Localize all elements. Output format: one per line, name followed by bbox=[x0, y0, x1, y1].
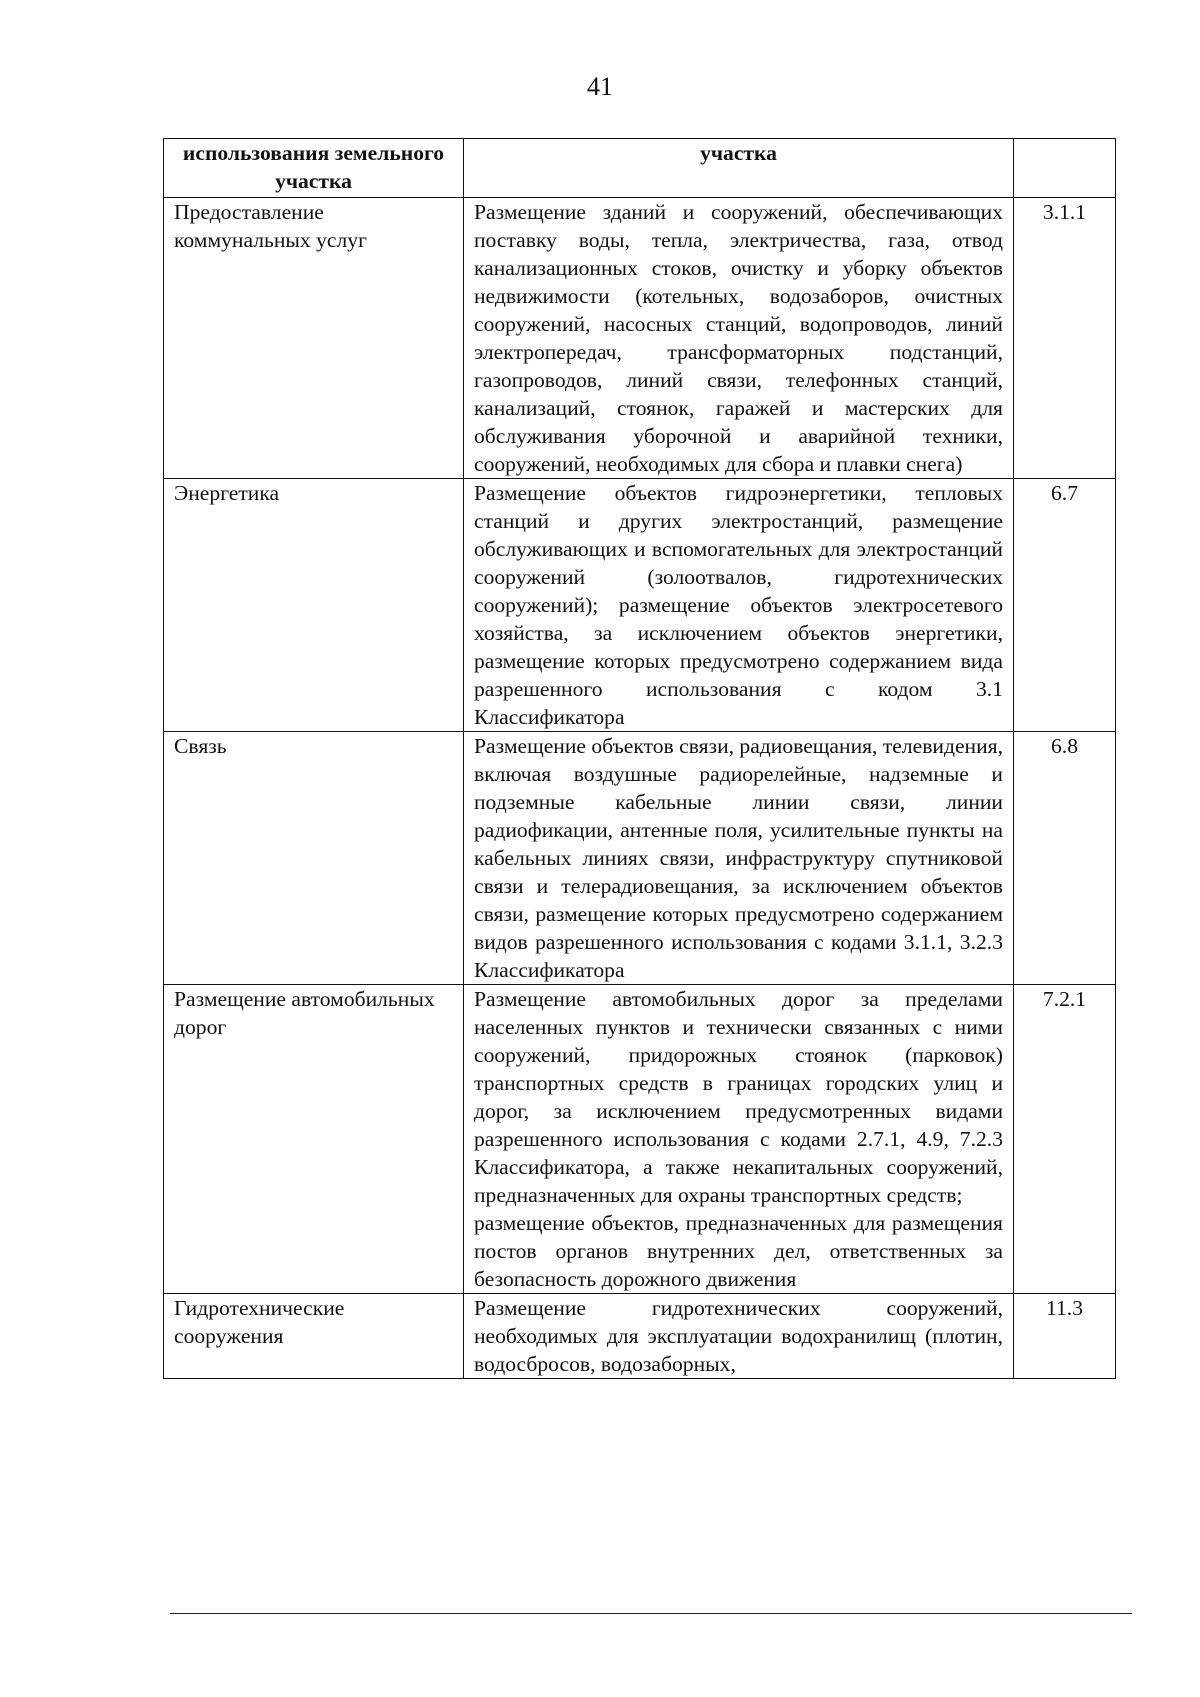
description-paragraph: Размещение объектов гидроэнергетики, тепловых станций и других электростанций, размещение обслуживающих и вспомогательных для электростанций сооружений (золоотвалов, гидротехнических сооружений); размещение объектов электросетевого хозяйства, за исключением объектов энергетики, размещение которых предусмотрено содержанием вида разрешенного использования с кодом 3.1 Классификатора bbox=[474, 481, 1003, 729]
table-row bbox=[164, 732, 1116, 985]
row-code: 6.7 bbox=[1014, 479, 1116, 732]
header-code bbox=[1014, 139, 1116, 198]
table-row bbox=[164, 198, 1116, 479]
row-code: 6.8 bbox=[1014, 732, 1116, 985]
row-name: Гидротехнические сооружения bbox=[164, 1294, 464, 1379]
description-paragraph: Размещение гидротехнических сооружений, необходимых для эксплуатации водохранилищ (плотин, водосбросов, водозаборных, bbox=[474, 1296, 1003, 1376]
row-name: Энергетика bbox=[164, 479, 464, 732]
description-paragraph: Размещение объектов связи, радиовещания, телевидения, включая воздушные радиорелейные, надземные и подземные кабельные линии связи, линии радиофикации, антенные поля, усилительные пункты на кабельных линиях связи, инфраструктуру спутниковой связи и телерадиовещания, за исключением объектов связи, размещение которых предусмотрено содержанием видов разрешенного использования с кодами 3.1.1, 3.2.3 Классификатора bbox=[474, 734, 1004, 982]
row-code: 11.3 bbox=[1014, 1294, 1116, 1379]
row-name: Связь bbox=[164, 732, 464, 985]
row-code: 3.1.1 bbox=[1014, 198, 1116, 479]
table-header-row bbox=[164, 139, 1116, 198]
row-description bbox=[464, 479, 1014, 732]
row-name: Предоставление коммунальных услуг bbox=[164, 198, 464, 479]
land-use-table bbox=[163, 138, 1116, 1379]
row-description bbox=[464, 732, 1014, 985]
table-row bbox=[164, 1294, 1116, 1379]
page-number: 41 bbox=[587, 72, 613, 101]
description-paragraph: размещение объектов, предназначенных для размещения постов органов внутренних дел, ответственных за безопасность дорожного движения bbox=[474, 1211, 1003, 1291]
row-name: Размещение автомобильных дорог bbox=[164, 985, 464, 1294]
header-land-use-type: использования земельного участка bbox=[164, 139, 464, 198]
row-code: 7.2.1 bbox=[1014, 985, 1116, 1294]
header-description: участка bbox=[464, 139, 1014, 198]
row-description bbox=[464, 198, 1014, 479]
table-row bbox=[164, 985, 1116, 1294]
table-row bbox=[164, 479, 1116, 732]
row-description bbox=[464, 985, 1014, 1294]
row-description bbox=[464, 1294, 1014, 1379]
footer-rule bbox=[170, 1613, 1132, 1614]
description-paragraph: Размещение зданий и сооружений, обеспечивающих поставку воды, тепла, электричества, газа, отвод канализационных стоков, очистку и уборку объектов недвижимости (котельных, водозаборов, очистных сооружений, насосных станций, водопроводов, линий электропередач, трансформаторных подстанций, газопроводов, линий связи, телефонных станций, канализаций, стоянок, гаражей и мастерских для обслуживания уборочной и аварийной техники, сооружений, необходимых для сбора и плавки снега) bbox=[474, 200, 1003, 476]
description-paragraph: Размещение автомобильных дорог за пределами населенных пунктов и технически связанных с ними сооружений, придорожных стоянок (парковок) транспортных средств в границах городских улиц и дорог, за исключением предусмотренных видами разрешенного использования с кодами 2.7.1, 4.9, 7.2.3 Классификатора, а также некапитальных сооружений, предназначенных для охраны транспортных средств; bbox=[474, 987, 1003, 1207]
